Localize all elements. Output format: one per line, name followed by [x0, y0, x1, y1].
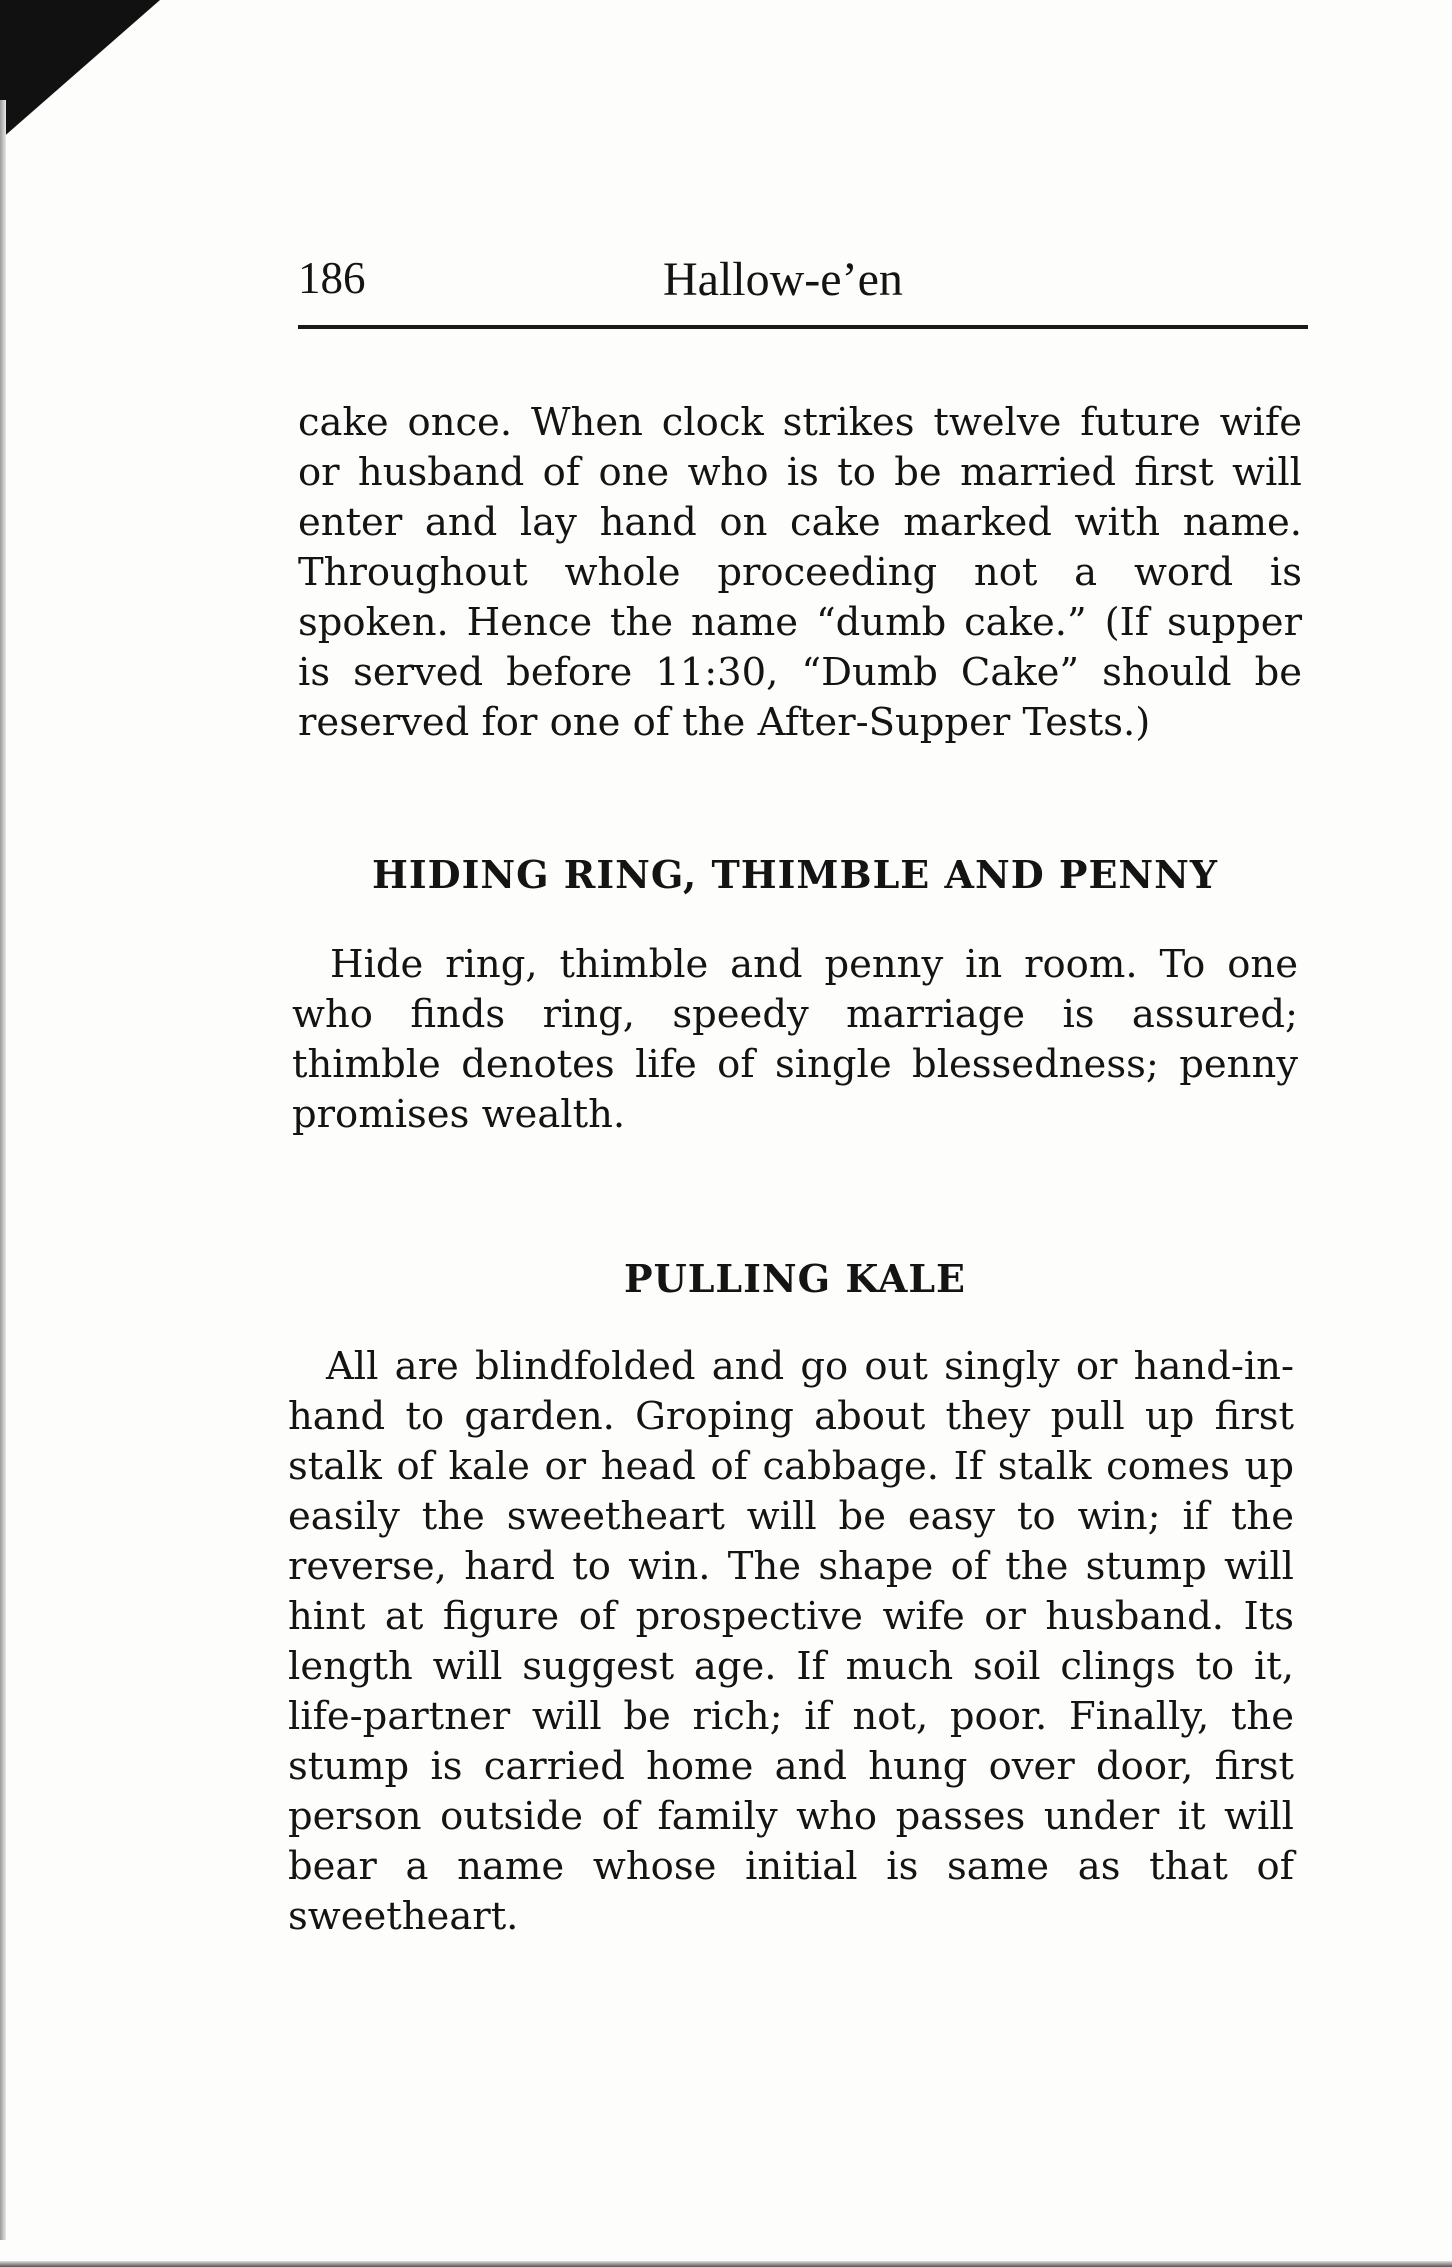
continuation-paragraph: cake once. When clock strikes twelve future wife or husband of one who is to be married first will enter and lay hand on cake marked with name. Throughout whole proceeding not a word is spoken. Hence the name “dumb cake.” (If supper is served before 11:30, “Dumb Cake” should be reserved for one of the After-Supper Tests.)	[298, 400, 1302, 745]
header-rule	[298, 325, 1308, 329]
scan-left-edge	[0, 100, 6, 2240]
section-heading-pulling-kale: PULLING KALE	[624, 1256, 966, 1301]
section-heading-hiding-ring: HIDING RING, THIMBLE AND PENNY	[371, 852, 1219, 897]
section-body-pulling-kale: All are blindfolded and go out singly or hand-in-hand to garden. Groping about they pull up first stalk of kale or head of cabbage. If stalk comes up easily the sweetheart will be easy to win; if the reverse, hard to win. The shape of the stump will hint at figure of prospective wife or husband. Its length will suggest age. If much soil clings to it, life-partner will be rich; if not, poor. Finally, the stump is carried home and hung over door, first person outside of family who passes under it will bear a name whose initial is same as that of sweetheart.	[288, 1344, 1294, 1939]
section-body-hiding-ring: Hide ring, thimble and penny in room. To one who finds ring, speedy marriage is assured; thimble denotes life of single blessedness; penny promises wealth.	[292, 942, 1298, 1137]
scan-bottom-edge	[0, 2261, 1452, 2267]
page-number: 186	[298, 253, 366, 303]
scan-corner-shadow	[0, 0, 160, 140]
running-header	[298, 248, 1308, 316]
running-title: Hallow-e’en	[663, 253, 903, 306]
